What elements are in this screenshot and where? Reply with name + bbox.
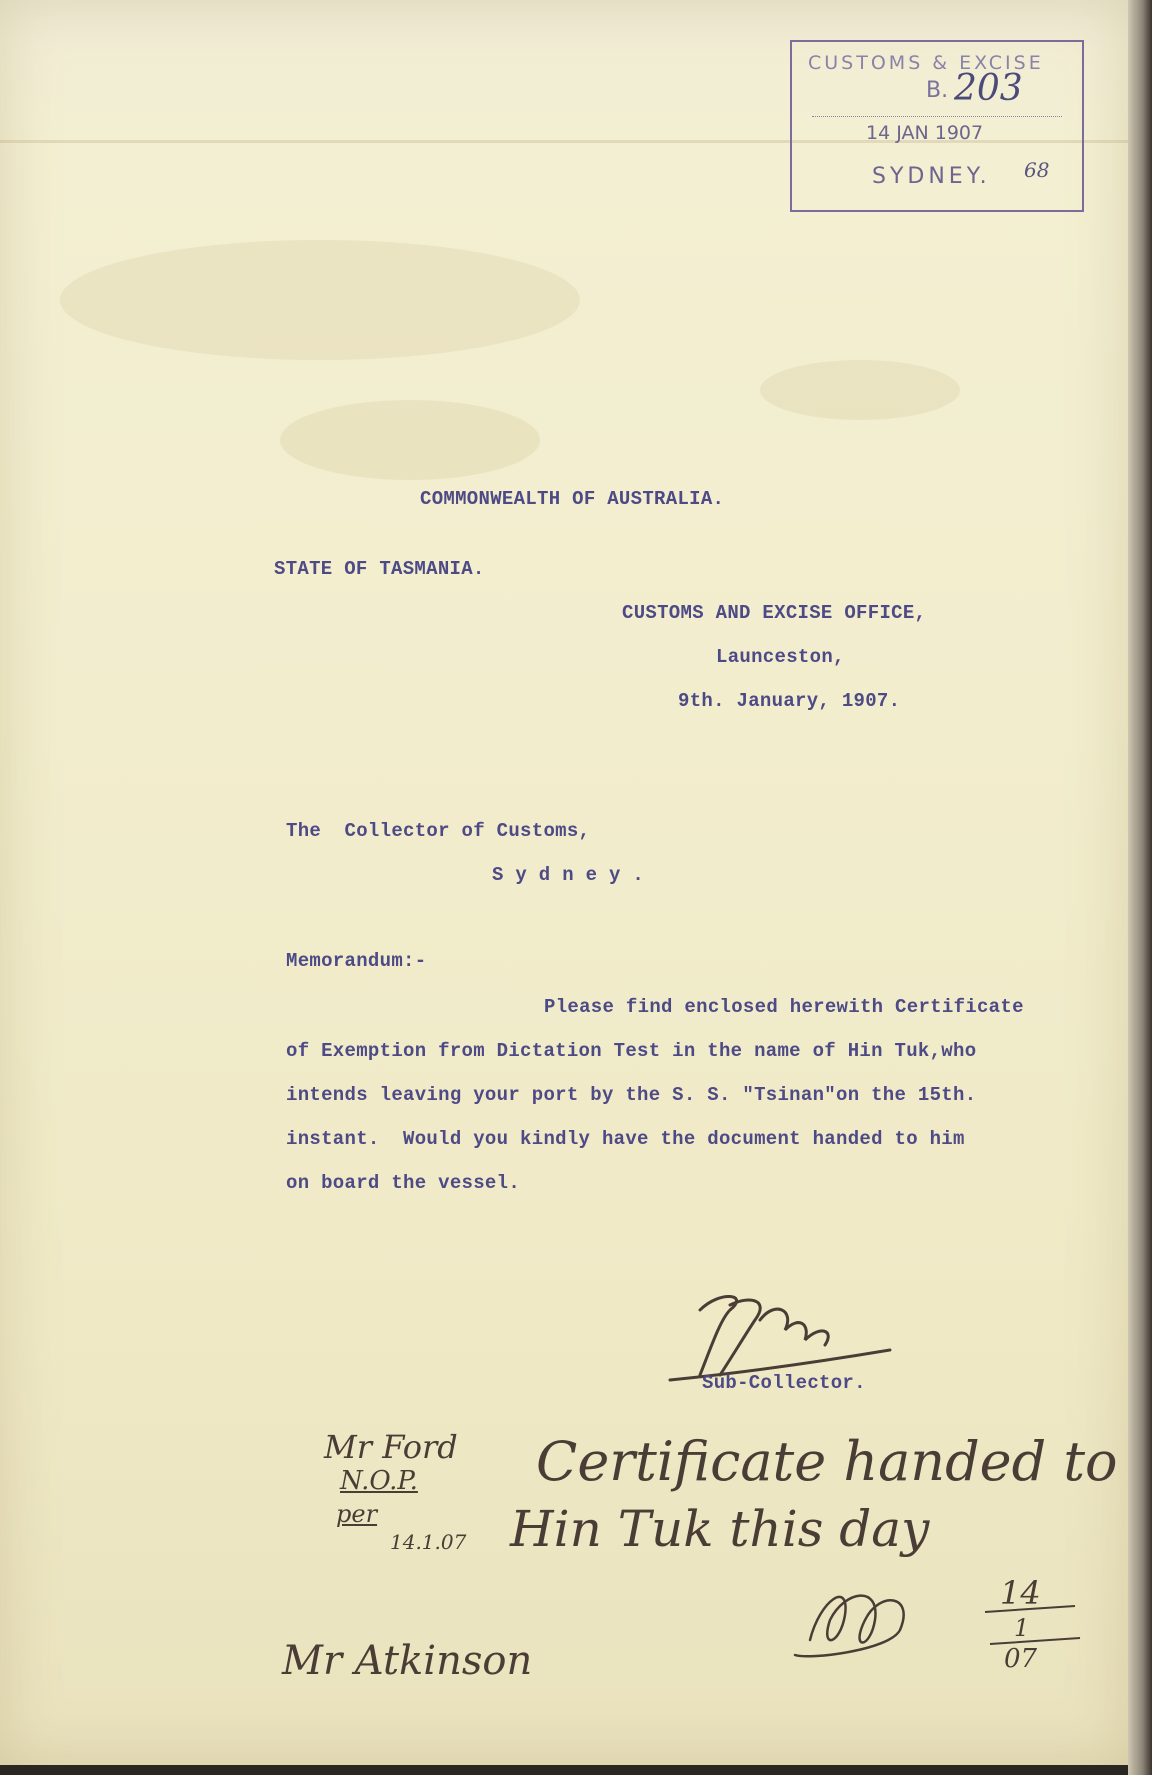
paper-stain (280, 400, 540, 480)
received-stamp (790, 40, 1084, 212)
page-edge (1128, 0, 1152, 1775)
memo-line: Please find enclosed herewith Certificate (544, 996, 1024, 1018)
addressee-line2: S y d n e y . (492, 864, 645, 886)
office-town: Launceston, (716, 646, 845, 668)
memo-line: intends leaving your port by the S. S. "Tsinan"on the 15th. (286, 1084, 977, 1106)
stamp-date: 14 JAN 1907 (866, 122, 984, 144)
handwritten-date-day: 14 (1000, 1574, 1041, 1612)
handwritten-date-year: 07 (1004, 1644, 1038, 1674)
signature-title: Sub-Collector. (702, 1372, 866, 1394)
handwritten-main-line1: Certificate handed to (536, 1430, 1118, 1493)
memo-line: instant. Would you kindly have the document handed to him (286, 1128, 965, 1150)
handwritten-initials (790, 1560, 930, 1670)
handwritten-note-date: 14.1.07 (390, 1530, 467, 1554)
commonwealth-heading: COMMONWEALTH OF AUSTRALIA. (420, 488, 725, 510)
stamp-rule (812, 116, 1062, 117)
handwritten-note-per: per (336, 1500, 378, 1528)
stamp-city: SYDNEY. (872, 164, 991, 189)
handwritten-date-month: 1 (1014, 1614, 1030, 1642)
handwritten-main-line2: Hin Tuk this day (510, 1500, 930, 1558)
paper-stain (760, 360, 960, 420)
stamp-city-number: 68 (1024, 158, 1050, 182)
memo-line: on board the vessel. (286, 1172, 521, 1194)
memo-heading: Memorandum:- (286, 950, 427, 972)
addressee-line1: The Collector of Customs, (286, 820, 591, 842)
stamp-number: 203 (954, 68, 1023, 109)
letter-date: 9th. January, 1907. (678, 690, 901, 712)
handwritten-note-ref: N.O.P. (340, 1466, 418, 1496)
date-fraction-rules (980, 1600, 1090, 1660)
stamp-department: CUSTOMS & EXCISE (808, 52, 1044, 74)
handwritten-bottom-name: Mr Atkinson (282, 1638, 533, 1684)
memo-line: of Exemption from Dictation Test in the name of Hin Tuk,who (286, 1040, 977, 1062)
paper-stain (60, 240, 580, 360)
handwritten-note-name: Mr Ford (324, 1428, 458, 1466)
stamp-prefix: B. (926, 78, 949, 103)
office-name: CUSTOMS AND EXCISE OFFICE, (622, 602, 927, 624)
state-heading: STATE OF TASMANIA. (274, 558, 485, 580)
